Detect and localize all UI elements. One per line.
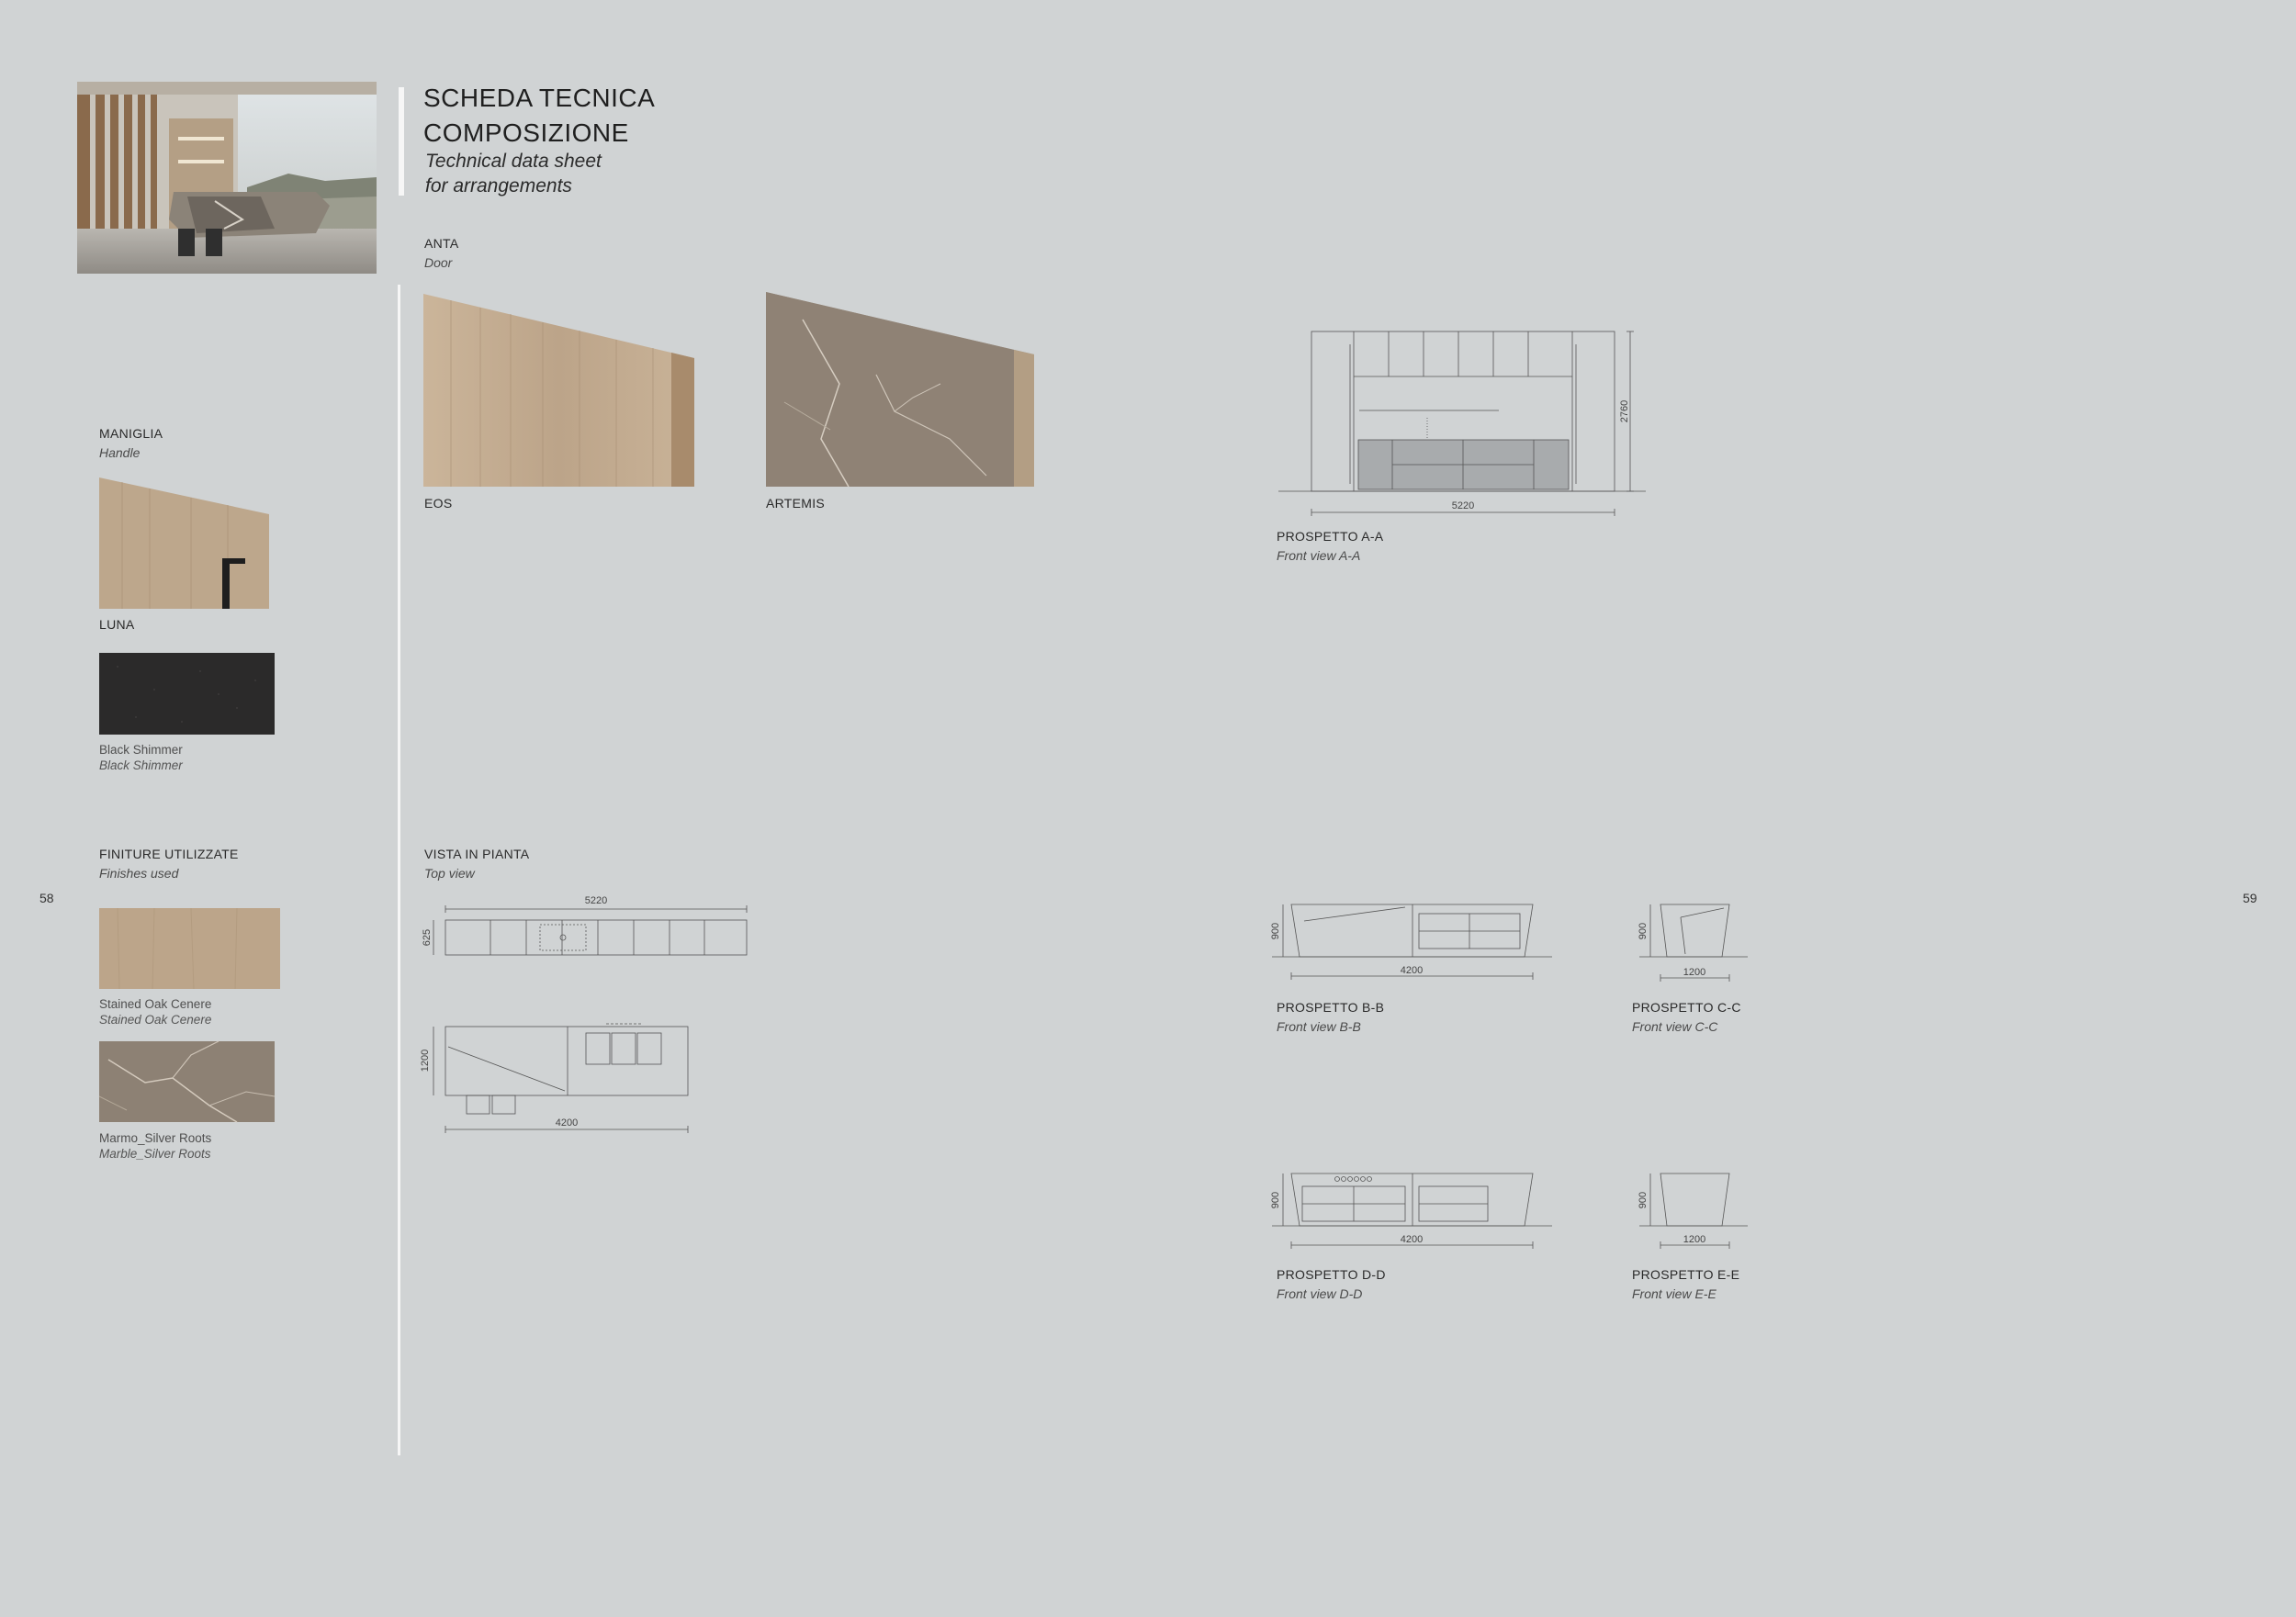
top-view-island-drawing: [413, 1010, 707, 1139]
elevation-c-dim-height: 900: [1638, 922, 1649, 940]
elevation-b-label: PROSPETTO B-B: [1277, 1000, 1385, 1015]
title-accent-bar: [399, 87, 404, 196]
door-swatch-eos: [423, 294, 694, 487]
finishes-section-label: FINITURE UTILIZZATE: [99, 847, 239, 861]
page-subtitle-line1: Technical data sheet: [425, 151, 602, 172]
door-name-artemis: ARTEMIS: [766, 496, 826, 511]
door-swatch-artemis: [766, 292, 1034, 487]
handle-finish-name: Black Shimmer: [99, 743, 183, 757]
elevation-c-drawing: [1630, 895, 1750, 983]
top-view-wall-drawing: [413, 891, 762, 964]
handle-finish-name-en: Black Shimmer: [99, 758, 183, 772]
elevation-e-label: PROSPETTO E-E: [1632, 1267, 1740, 1282]
column-divider: [398, 285, 400, 1455]
page-number-left: 58: [39, 891, 54, 905]
elevation-e-label-en: Front view E-E: [1632, 1286, 1716, 1301]
finish-swatch-marble: [99, 1041, 275, 1122]
handle-finish-swatch: [99, 653, 275, 735]
elevation-a-label-en: Front view A-A: [1277, 548, 1361, 563]
elevation-a-drawing: [1277, 326, 1662, 519]
door-section-label: ANTA: [424, 236, 459, 251]
page-title-line1: SCHEDA TECNICA: [423, 84, 656, 112]
handle-name: LUNA: [99, 617, 135, 632]
elevation-a-dim-height: 2760: [1619, 399, 1630, 423]
elevation-b-dim-height: 900: [1270, 922, 1281, 940]
door-section-label-en: Door: [424, 255, 453, 270]
elevation-e-dim-height: 900: [1638, 1191, 1649, 1209]
elevation-d-drawing: [1267, 1162, 1561, 1249]
handle-section-label: MANIGLIA: [99, 426, 163, 441]
elevation-c-label-en: Front view C-C: [1632, 1019, 1718, 1034]
elevation-d-dim-height: 900: [1270, 1191, 1281, 1209]
elevation-c-dim-width: 1200: [1683, 967, 1706, 978]
finishes-section-label-en: Finishes used: [99, 866, 179, 881]
top-view-label-en: Top view: [424, 866, 475, 881]
finish-name-oak-en: Stained Oak Cenere: [99, 1013, 212, 1027]
elevation-d-dim-width: 4200: [1400, 1234, 1424, 1245]
handle-section-label-en: Handle: [99, 445, 141, 460]
elevation-b-drawing: [1267, 895, 1561, 983]
top-view-label: VISTA IN PIANTA: [424, 847, 530, 861]
elevation-b-dim-width: 4200: [1400, 965, 1424, 976]
door-name-eos: EOS: [424, 496, 453, 511]
elevation-d-label-en: Front view D-D: [1277, 1286, 1363, 1301]
page-subtitle-line2: for arrangements: [425, 175, 572, 197]
page-title-line2: COMPOSIZIONE: [423, 118, 629, 147]
elevation-e-dim-width: 1200: [1683, 1234, 1706, 1245]
top-view-dim-island-width: 4200: [555, 1117, 579, 1129]
elevation-d-label: PROSPETTO D-D: [1277, 1267, 1386, 1282]
elevation-a-dim-width: 5220: [1451, 500, 1475, 511]
handle-swatch-luna: [99, 477, 269, 609]
finish-name-marble-en: Marble_Silver Roots: [99, 1147, 211, 1161]
elevation-b-label-en: Front view B-B: [1277, 1019, 1361, 1034]
top-view-dim-wall-width: 5220: [584, 895, 608, 906]
hero-photo: [77, 82, 377, 274]
elevation-c-label: PROSPETTO C-C: [1632, 1000, 1741, 1015]
elevation-e-drawing: [1630, 1162, 1750, 1249]
finish-name-oak: Stained Oak Cenere: [99, 997, 212, 1011]
finish-swatch-oak: [99, 908, 280, 989]
finish-name-marble: Marmo_Silver Roots: [99, 1131, 212, 1145]
page-number-right: 59: [2243, 891, 2257, 905]
top-view-dim-island-depth: 1200: [420, 1049, 431, 1072]
elevation-a-label: PROSPETTO A-A: [1277, 529, 1384, 544]
top-view-dim-wall-depth: 625: [422, 928, 433, 947]
